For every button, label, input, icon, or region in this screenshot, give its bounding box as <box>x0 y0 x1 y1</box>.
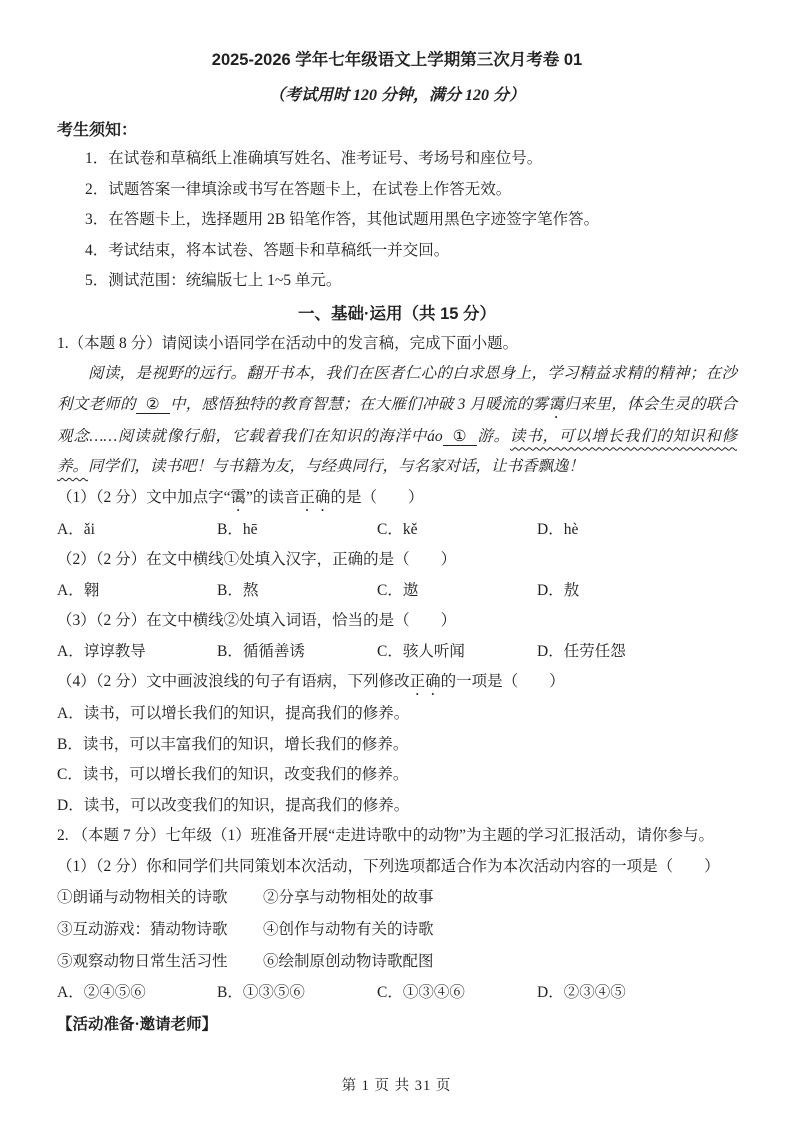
option-a: A．读书，可以增长我们的知识，提高我们的修养。 <box>57 705 410 722</box>
passage-text: 游。 <box>476 427 510 445</box>
question1-sub2-options <box>57 576 737 607</box>
notice-item-5: 5．测试范围：统编版七上 1~5 单元。 <box>85 272 342 289</box>
question2-sub1: （1）（2 分）你和同学们共同策划本次活动，下列选项都适合作为本次活动内容的一项是（ ） <box>57 857 720 875</box>
sub1-dotted-character: 霭 <box>230 488 247 506</box>
activity-prep-heading: 【活动准备·邀请老师】 <box>57 1015 218 1033</box>
option-a: A．谆谆教导 <box>57 642 146 660</box>
option-d: D．读书，可以改变我们的知识，提高我们的修养。 <box>57 796 410 814</box>
sub4-emphasized-word: 正确 <box>409 673 441 690</box>
option-a: A．ǎi <box>57 520 95 538</box>
passage-text: 同学们，读书吧！与书籍为友，与经典同行，与名家对话，让书香飘逸！ <box>88 458 585 475</box>
option-b: B．①③⑤⑥ <box>217 984 305 1001</box>
question1-sub2: （2）（2 分）在文中横线①处填入汉字，正确的是（ ） <box>57 551 457 568</box>
passage-text: 阅读，是视野的远行。翻开书本，我们在医者仁心的白求恩身上，学习精益求精的精神；在沙利文老师的 <box>57 365 737 413</box>
sub1-text: 的是（ ） <box>330 488 424 506</box>
blank-1 <box>443 428 477 447</box>
sub4-text: 的一项是（ ） <box>440 673 565 690</box>
option-a: A．翱 <box>57 581 100 599</box>
option-b: B．循循善诱 <box>217 642 305 660</box>
sub1-emphasized-word: 正确 <box>299 488 331 506</box>
circled-1-marker: ① <box>452 427 467 445</box>
circled-2-marker: ② <box>145 395 160 413</box>
blank-2 <box>136 396 170 415</box>
option-c: C．读书，可以增长我们的知识，改变我们的修养。 <box>57 766 409 783</box>
activity-item-3: ③互动游戏：猜动物诗歌 <box>57 921 228 938</box>
dotted-character: 霭 <box>548 395 564 413</box>
passage-text: 归来里，体会生灵的联合观念……阅读就像行船，它载着我们在知识的海洋中áo <box>57 395 737 445</box>
page-title: 2025-2026 学年七年级语文上学期第三次月考卷 01 <box>211 51 583 69</box>
sub4-text: （4）（2 分）文中画波浪线的句子有语病，下列修改 <box>57 673 410 690</box>
question1-intro: 1.（本题 8 分）请阅读小语同学在活动中的发言稿，完成下面小题。 <box>57 334 519 352</box>
option-c: C．kě <box>377 520 418 538</box>
activity-item-1: ①朗诵与动物相关的诗歌 <box>57 889 228 906</box>
option-c: C．遨 <box>377 581 419 599</box>
activity-item-5: ⑤观察动物日常生活习性 <box>57 953 228 970</box>
activity-item-6: ⑥绘制原创动物诗歌配图 <box>263 953 434 970</box>
notice-heading: 考生须知： <box>57 122 138 139</box>
question1-sub1 <box>57 483 737 515</box>
option-a: A．②④⑤⑥ <box>57 984 146 1001</box>
passage-text: 中，感悟独特的教育智慧；在大雁们冲破 3 月暖流的雾 <box>169 395 549 413</box>
question1-sub4 <box>57 667 737 699</box>
question1-sub3: （3）（2 分）在文中横线②处填入词语，恰当的是（ ） <box>57 612 457 629</box>
question1-sub3-options <box>57 637 737 668</box>
notice-item-4: 4．考试结束，将本试卷、答题卡和草稿纸一并交回。 <box>85 241 450 259</box>
notice-item-3: 3．在答题卡上，选择题用 2B 铅笔作答，其他试题用黑色字迹签字笔作答。 <box>85 211 600 228</box>
option-b: B．hē <box>217 520 258 538</box>
sub1-text: （1）（2 分）文中加点字“ <box>57 488 231 506</box>
page-subtitle: （考试用时 120 分钟，满分 120 分） <box>268 87 525 104</box>
option-d: D．②③④⑤ <box>537 984 626 1001</box>
sub1-text: ”的读音 <box>246 488 300 506</box>
notice-item-2: 2．试题答案一律填涂或书写在答题卡上，在试卷上作答无效。 <box>85 180 512 198</box>
activity-item-4: ④创作与动物有关的诗歌 <box>263 921 434 938</box>
option-d: D．任劳任怨 <box>537 642 626 660</box>
option-b: B．熬 <box>217 581 259 599</box>
question1-passage <box>57 359 737 483</box>
option-c: C．骇人听闻 <box>377 642 465 660</box>
question2-sub1-options <box>57 978 737 1009</box>
option-d: D．敖 <box>537 581 580 599</box>
option-d: D．hè <box>537 520 579 538</box>
question2-intro: 2. （本题 7 分）七年级（1）班准备开展“走进诗歌中的动物”为主题的学习汇报活动，请你参与。 <box>57 827 715 844</box>
option-c: C．①③④⑥ <box>377 984 465 1001</box>
question1-sub1-options <box>57 515 737 546</box>
page-number-indicator: 第 1 页 共 31 页 <box>341 1078 452 1094</box>
wavy-underlined-sentence: 读书，可以增长我们的知识和修养。 <box>57 427 737 475</box>
section-heading: 一、基础·运用（共 15 分） <box>297 304 497 323</box>
question2-activity-list <box>57 882 737 978</box>
option-b: B．读书，可以丰富我们的知识，增长我们的修养。 <box>57 735 409 753</box>
notice-item-1: 1．在试卷和草稿纸上准确填写姓名、准考证号、考场号和座位号。 <box>85 150 543 167</box>
activity-item-2: ②分享与动物相处的故事 <box>263 889 434 906</box>
